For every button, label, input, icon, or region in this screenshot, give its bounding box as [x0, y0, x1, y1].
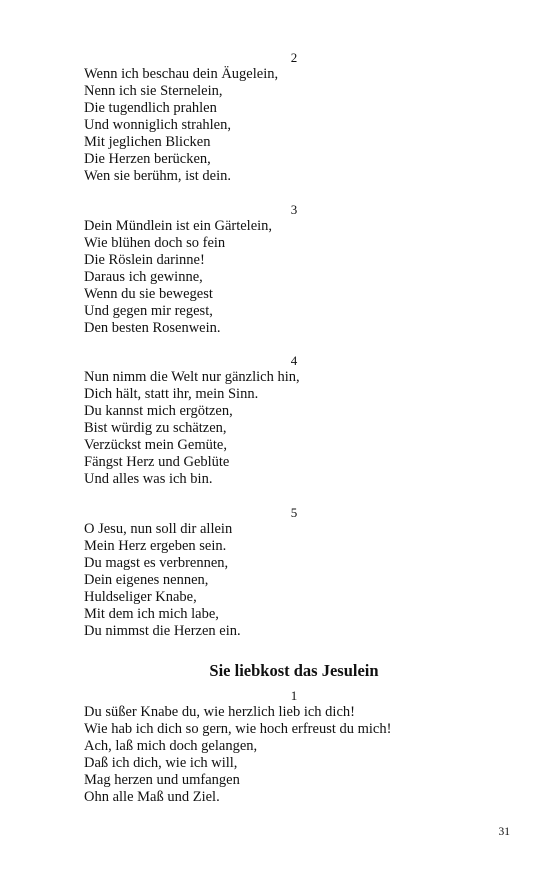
verse-line: Huldseliger Knabe, [84, 589, 197, 605]
verse-line: Wie hab ich dich so gern, wie hoch erfreust du mich! [84, 721, 392, 737]
verse-line: Und wonniglich strahlen, [84, 117, 231, 133]
verse-line: Dein Mündlein ist ein Gärtelein, [84, 218, 273, 234]
poem-title: Sie liebkost das Jesulein [209, 661, 379, 680]
verse-line: Nenn ich sie Sternelein, [84, 83, 223, 99]
verse-line: Verzückst mein Gemüte, [84, 437, 227, 453]
verse-line: Wenn du sie bewegest [84, 286, 213, 302]
verse-line: Du süßer Knabe du, wie herzlich lieb ich dich! [84, 704, 355, 720]
verse-line: Ach, laß mich doch gelangen, [84, 738, 258, 754]
stanza-number: 1 [290, 688, 298, 703]
verse-line: Du kannst mich ergötzen, [84, 403, 233, 419]
stanza-2 [84, 50, 504, 185]
verse-line: Du magst es verbrennen, [84, 555, 229, 571]
verse-line: Und alles was ich bin. [84, 471, 213, 487]
verse-line: Mit jeglichen Blicken [84, 134, 211, 150]
verse-line: Mag herzen und umfangen [84, 772, 240, 788]
stanza-1 [84, 688, 504, 806]
verse-line: Mein Herz ergeben sein. [84, 538, 227, 554]
verse-line: Du nimmst die Herzen ein. [84, 623, 241, 639]
verse-line: Wenn ich beschau dein Äugelein, [84, 66, 279, 82]
verse-line: Die tugendlich prahlen [84, 100, 217, 116]
verse-line: Ohn alle Maß und Ziel. [84, 789, 220, 805]
verse-line: Dich hält, statt ihr, mein Sinn. [84, 386, 259, 402]
verse-line: Nun nimm die Welt nur gänzlich hin, [84, 369, 300, 385]
verse-line: Die Röslein darinne! [84, 252, 205, 268]
stanza-number: 2 [290, 50, 298, 65]
verse-line: Daß ich dich, wie ich will, [84, 755, 238, 771]
stanza-number: 4 [290, 353, 298, 368]
verse-line: Fängst Herz und Geblüte [84, 454, 230, 470]
verse-line: Wie blühen doch so fein [84, 235, 226, 251]
stanza-3 [84, 202, 504, 337]
verse-line: Und gegen mir regest, [84, 303, 213, 319]
verse-line: O Jesu, nun soll dir allein [84, 521, 233, 537]
verse-line: Die Herzen berücken, [84, 151, 211, 167]
page-number: 31 [498, 826, 510, 838]
stanza-4 [84, 353, 504, 488]
verse-line: Bist würdig zu schätzen, [84, 420, 227, 436]
stanza-number: 5 [290, 505, 298, 520]
verse-line: Daraus ich gewinne, [84, 269, 203, 285]
verse-line: Mit dem ich mich labe, [84, 606, 219, 622]
verse-line: Wen sie berühm, ist dein. [84, 168, 232, 184]
stanza-number: 3 [290, 202, 298, 217]
verse-line: Dein eigenes nennen, [84, 572, 209, 588]
stanza-5 [84, 505, 504, 640]
verse-line: Den besten Rosenwein. [84, 320, 221, 336]
